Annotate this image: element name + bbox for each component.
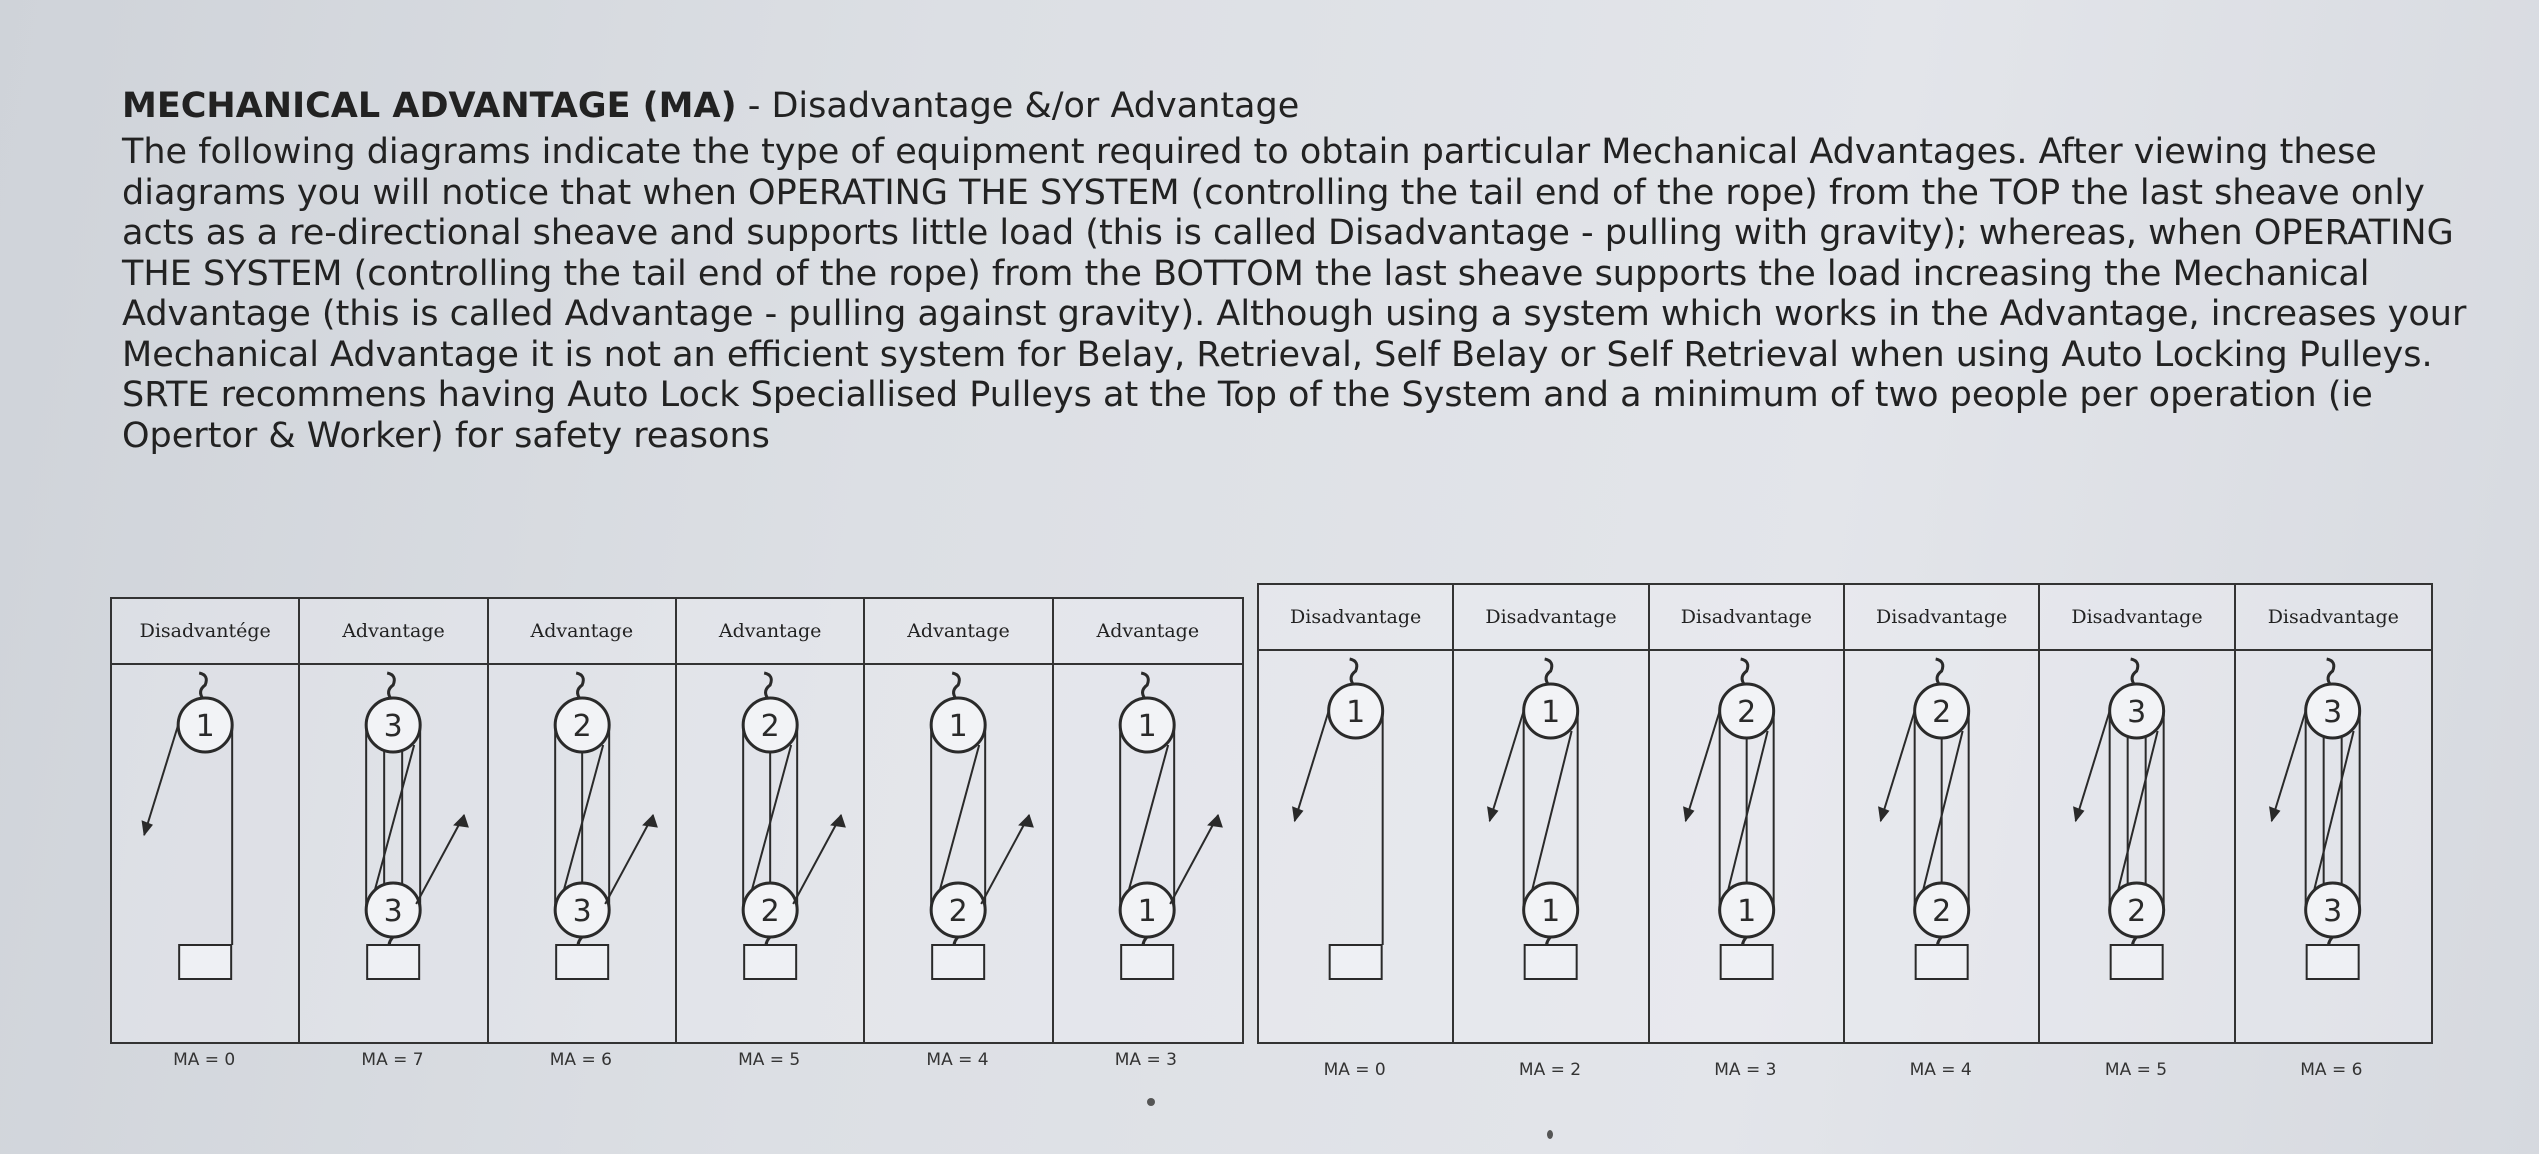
- top-sheave-count: 2: [572, 709, 592, 744]
- load-weight: [1121, 945, 1173, 979]
- pulley-system-column: [1259, 585, 1454, 1042]
- load-weight: [1330, 945, 1382, 979]
- load-weight: [2111, 945, 2163, 979]
- pulley-system-column: [300, 599, 488, 1042]
- paragraph-line: diagrams you will notice that when OPERATING THE SYSTEM (controlling the tail end of the rope) from the TOP the last sheave only: [122, 172, 2425, 213]
- pulley-system-column: [489, 599, 677, 1042]
- pull-arrow: [1490, 711, 1524, 821]
- load-weight: [367, 945, 419, 979]
- pulley-diagram: [1259, 651, 1452, 1040]
- pull-arrow: [2076, 711, 2110, 821]
- top-sheave-count: 3: [383, 709, 404, 744]
- bottom-sheave-count: 2: [2127, 894, 2147, 929]
- bottom-sheave-count: 2: [948, 894, 969, 929]
- load-weight: [179, 945, 231, 979]
- pulley-diagram: [489, 665, 675, 1040]
- pulley-diagram: [300, 665, 486, 1040]
- paragraph-line: The following diagrams indicate the type of equipment required to obtain particular Mechanical Advantages. After viewing these: [122, 132, 2377, 172]
- mechanical-advantage-label: MA = 5: [2104, 1060, 2168, 1080]
- paragraph-line: Mechanical Advantage it is not an efficient system for Belay, Retrieval, Self Belay or Self Retrieval when using Auto Locking Pulleys.: [122, 334, 2433, 375]
- bottom-sheave-count: 3: [2322, 894, 2342, 929]
- arrowhead-icon: [1019, 815, 1033, 827]
- arrowhead-icon: [2269, 807, 2279, 821]
- pulley-diagram: [1845, 651, 2038, 1040]
- arrowhead-icon: [1293, 807, 1303, 821]
- mechanical-advantage-label: MA = 6: [549, 1050, 612, 1070]
- load-weight: [1720, 945, 1772, 979]
- pulley-diagram: [865, 665, 1051, 1040]
- mechanical-advantage-label: MA = 3: [1114, 1050, 1177, 1070]
- pulley-diagram: [1054, 665, 1240, 1040]
- paragraph-line: Opertor & Worker) for safety reasons: [122, 415, 770, 456]
- pull-arrow: [981, 815, 1029, 904]
- pulley-system-column: [1454, 585, 1649, 1042]
- pull-arrow: [144, 725, 178, 835]
- pull-arrow: [1295, 711, 1329, 821]
- pull-arrow: [1170, 815, 1218, 904]
- top-sheave-count: 1: [948, 709, 969, 744]
- column-header: Disadvantage: [1454, 585, 1647, 651]
- paragraph-line: SRTE recommens having Auto Lock Speciallised Pulleys at the Top of the System and a minimum of two people per operation (ie: [122, 375, 2373, 415]
- load-weight: [556, 945, 608, 979]
- mechanical-advantage-label: MA = 7: [361, 1050, 424, 1070]
- pull-arrow: [605, 815, 653, 904]
- mechanical-advantage-label: MA = 3: [1714, 1060, 1777, 1080]
- arrowhead-icon: [2074, 807, 2084, 821]
- mechanical-advantage-label: MA = 4: [1909, 1060, 1972, 1080]
- arrowhead-icon: [1683, 807, 1693, 821]
- column-header: Disadvantage: [2236, 585, 2431, 651]
- pull-arrow: [793, 815, 841, 904]
- mechanical-advantage-label: MA = 4: [926, 1050, 989, 1070]
- bottom-sheave-count: 1: [1541, 894, 1561, 929]
- pulley-system-column: [1054, 599, 1242, 1042]
- load-weight: [2306, 945, 2358, 979]
- pulley-panel: [110, 597, 1244, 1044]
- rope-strand: [2116, 731, 2158, 900]
- pulley-system-column: [865, 599, 1053, 1042]
- pulley-system-column: [2236, 585, 2431, 1042]
- top-sheave-count: 2: [1932, 695, 1952, 730]
- column-header: Disadvantage: [1259, 585, 1452, 651]
- mechanical-advantage-label: MA = 2: [1518, 1060, 1582, 1080]
- mechanical-advantage-label: MA = 0: [1323, 1060, 1386, 1080]
- bottom-sheave-count: 3: [572, 894, 592, 929]
- paragraph-line: acts as a re-directional sheave and supports little load (this is called Disadvantage - pulling with gravity); whereas, when OPERATING: [122, 213, 2454, 253]
- pulley-diagram: [2040, 651, 2233, 1040]
- top-sheave-count: 3: [2127, 695, 2147, 730]
- top-sheave-count: 1: [195, 709, 215, 744]
- rope-strand: [1530, 731, 1572, 900]
- top-sheave-count: 2: [760, 709, 780, 744]
- column-header: Advantage: [865, 599, 1051, 665]
- column-header: Disadvantage: [2040, 585, 2233, 651]
- load-weight: [1525, 945, 1577, 979]
- heading-title: MECHANICAL ADVANTAGE (MA): [122, 86, 737, 126]
- bottom-sheave-count: 3: [383, 894, 404, 929]
- pulley-panel: [1257, 583, 2433, 1044]
- pulley-system-column: [677, 599, 865, 1042]
- column-header: Disadvantage: [1650, 585, 1843, 651]
- bottom-sheave-count: 1: [1736, 894, 1756, 929]
- paragraph-line: Advantage (this is called Advantage - pulling against gravity). Although using a system which works in the Advantage, increases your: [122, 294, 2467, 334]
- load-weight: [932, 945, 984, 979]
- ink-dot: [1547, 1130, 1553, 1139]
- pulley-diagram: [677, 665, 863, 1040]
- bottom-sheave-count: 2: [760, 894, 780, 929]
- top-sheave-count: 2: [1736, 695, 1756, 730]
- top-sheave-count: 3: [2322, 695, 2342, 730]
- heading-subtitle: - Disadvantage &/or Advantage: [736, 86, 1300, 126]
- rope-strand: [937, 745, 979, 900]
- top-sheave-count: 1: [1137, 709, 1157, 744]
- pulley-diagram: [2236, 651, 2429, 1040]
- pulley-diagram: [1650, 651, 1843, 1040]
- pull-arrow: [416, 815, 464, 904]
- arrowhead-icon: [454, 815, 468, 827]
- pulley-diagram: [112, 665, 298, 1040]
- column-header: Advantage: [677, 599, 863, 665]
- top-sheave-count: 1: [1541, 695, 1561, 730]
- page-heading: [122, 84, 1299, 128]
- pulley-system-column: [112, 599, 300, 1042]
- column-header: Advantage: [300, 599, 486, 665]
- bottom-sheave-count: 2: [1932, 894, 1952, 929]
- bottom-sheave-count: 1: [1137, 894, 1157, 929]
- intro-paragraph: [122, 132, 2502, 456]
- paragraph-line: THE SYSTEM (controlling the tail end of the rope) from the BOTTOM the last sheave supports the load increasing the Mechanical: [122, 253, 2370, 294]
- arrowhead-icon: [142, 821, 152, 835]
- arrowhead-icon: [1879, 807, 1889, 821]
- column-header: Disadvantége: [112, 599, 298, 665]
- top-sheave-count: 1: [1346, 695, 1366, 730]
- pull-arrow: [1881, 711, 1915, 821]
- mechanical-advantage-label: MA = 5: [738, 1050, 801, 1070]
- pulley-system-column: [1650, 585, 1845, 1042]
- arrowhead-icon: [643, 815, 657, 827]
- pull-arrow: [2271, 711, 2305, 821]
- arrowhead-icon: [1208, 815, 1222, 827]
- arrowhead-icon: [831, 815, 845, 827]
- arrowhead-icon: [1488, 807, 1498, 821]
- rope-strand: [372, 745, 414, 900]
- mechanical-advantage-label: MA = 0: [173, 1050, 236, 1070]
- ink-dot: [1147, 1098, 1155, 1106]
- column-header: Disadvantage: [1845, 585, 2038, 651]
- pulley-diagram: [1454, 651, 1647, 1040]
- column-header: Advantage: [1054, 599, 1242, 665]
- load-weight: [1916, 945, 1968, 979]
- load-weight: [744, 945, 796, 979]
- rope-strand: [1126, 745, 1168, 900]
- pulley-system-column: [1845, 585, 2040, 1042]
- rope-strand: [2311, 731, 2353, 900]
- mechanical-advantage-label: MA = 6: [2300, 1060, 2363, 1080]
- column-header: Advantage: [489, 599, 675, 665]
- pulley-system-column: [2040, 585, 2235, 1042]
- pull-arrow: [1685, 711, 1719, 821]
